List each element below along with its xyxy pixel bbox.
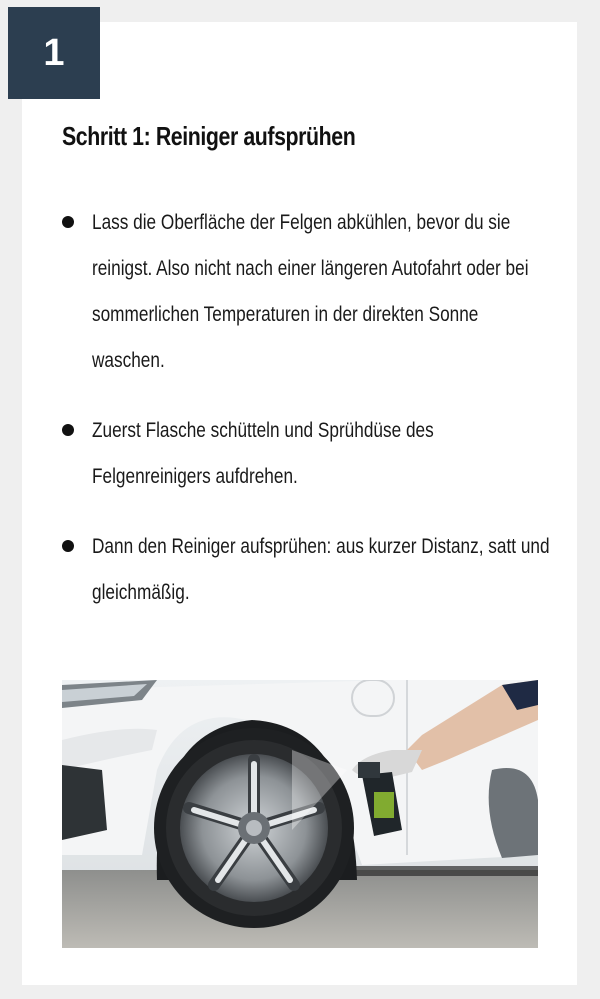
list-item-text: Lass die Oberfläche der Felgen abkühlen, bevor du sie reinigst. Also nicht nach einer längeren Autofahrt oder bei sommerlichen Temperaturen in der direkten Sonne waschen. (92, 211, 529, 372)
list-item (60, 524, 580, 616)
instruction-list (60, 200, 580, 640)
list-item-text: Zuerst Flasche schütteln und Sprühdüse des Felgenreinigers aufdrehen. (92, 419, 434, 488)
list-item-text: Dann den Reiniger aufsprühen: aus kurzer Distanz, satt und gleichmäßig. (92, 535, 550, 604)
bullet-dot-icon (62, 424, 74, 436)
step-title: Schritt 1: Reiniger aufsprühen (62, 121, 356, 151)
photo-illustration (62, 680, 538, 948)
bullet-dot-icon (62, 540, 74, 552)
bullet-dot-icon (62, 216, 74, 228)
list-item (60, 408, 580, 500)
car-wheel-spray-photo (62, 680, 538, 948)
list-item (60, 200, 580, 384)
step-number-badge (8, 7, 100, 99)
step-number: 1 (43, 31, 65, 74)
